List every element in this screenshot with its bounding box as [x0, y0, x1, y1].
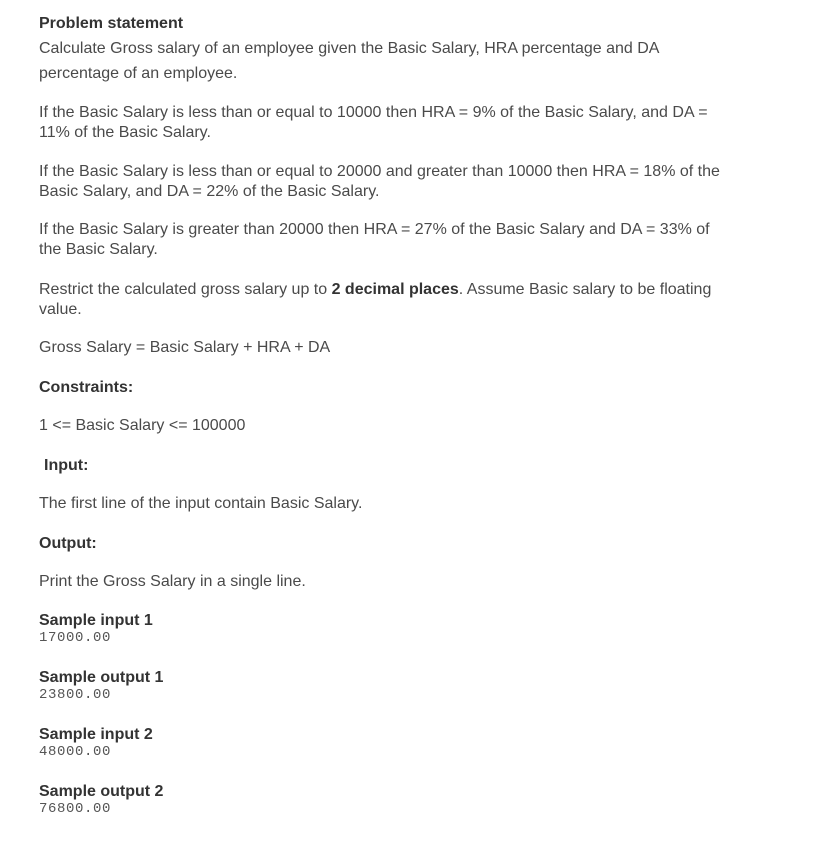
constraints-heading: Constraints:: [39, 379, 134, 396]
sample-input-2-label: Sample input 2: [39, 726, 153, 743]
sample-input-1-label: Sample input 1: [39, 612, 153, 629]
rule1-line-2: 11% of the Basic Salary.: [39, 124, 211, 141]
output-heading: Output:: [39, 535, 97, 552]
sample-output-2-label: Sample output 2: [39, 783, 164, 800]
formula: Gross Salary = Basic Salary + HRA + DA: [39, 339, 331, 356]
input-text: The first line of the input contain Basic Salary.: [39, 495, 363, 512]
constraints-text: 1 <= Basic Salary <= 100000: [39, 417, 246, 434]
restrict-line-1: [39, 280, 711, 300]
restrict-suffix: . Assume Basic salary to be floating: [458, 281, 712, 298]
rule2-line-1: If the Basic Salary is less than or equal to 20000 and greater than 10000 then HRA = 18% of the: [39, 163, 720, 180]
sample-output-1-value: 23800.00: [39, 687, 112, 703]
rule1-line-1: If the Basic Salary is less than or equal to 10000 then HRA = 9% of the Basic Salary, and DA =: [39, 104, 708, 121]
intro-line-1: Calculate Gross salary of an employee given the Basic Salary, HRA percentage and DA: [39, 40, 660, 57]
sample-output-2-value: 76800.00: [39, 801, 112, 817]
rule3-line-2: the Basic Salary.: [39, 241, 158, 258]
rule2-line-2: Basic Salary, and DA = 22% of the Basic Salary.: [39, 183, 380, 200]
input-heading: Input:: [44, 457, 89, 474]
output-text: Print the Gross Salary in a single line.: [39, 573, 306, 590]
restrict-line-2: value.: [39, 301, 82, 318]
intro-line-2: percentage of an employee.: [39, 65, 238, 82]
restrict-prefix: Restrict the calculated gross salary up to: [39, 281, 332, 298]
restrict-bold: 2 decimal places: [331, 281, 459, 298]
sample-input-1-value: 17000.00: [39, 630, 112, 646]
problem-title: Problem statement: [39, 15, 184, 32]
sample-input-2-value: 48000.00: [39, 744, 112, 760]
sample-output-1-label: Sample output 1: [39, 669, 164, 686]
rule3-line-1: If the Basic Salary is greater than 20000 then HRA = 27% of the Basic Salary and DA = 33% of: [39, 221, 710, 238]
